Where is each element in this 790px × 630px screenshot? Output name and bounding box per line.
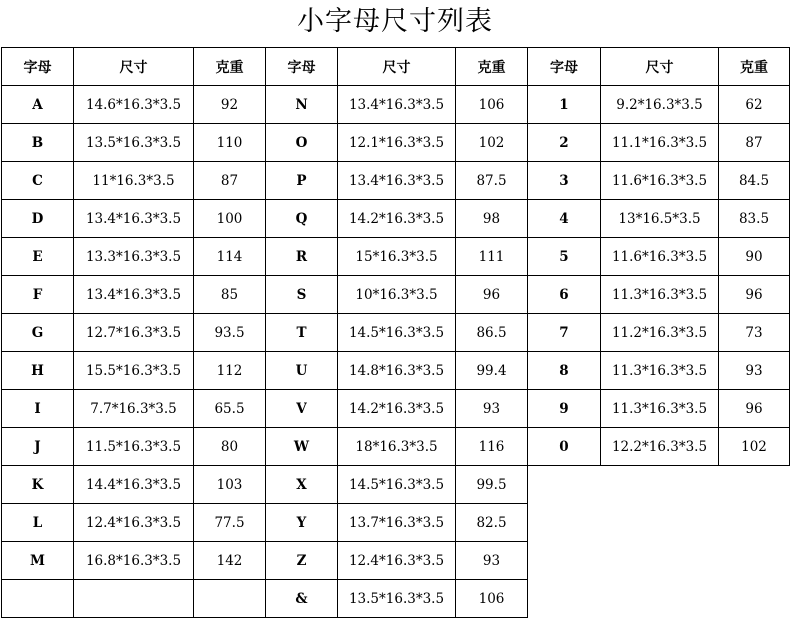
character-cell: O <box>266 124 338 162</box>
size-cell: 16.8*16.3*3.5 <box>74 542 194 580</box>
character-cell: J <box>2 428 74 466</box>
weight-cell: 83.5 <box>719 200 790 238</box>
blank-area <box>601 542 719 580</box>
size-cell: 15.5*16.3*3.5 <box>74 352 194 390</box>
weight-cell: 73 <box>719 314 790 352</box>
character-cell: Y <box>266 504 338 542</box>
character-cell: 0 <box>528 428 601 466</box>
character-cell: G <box>2 314 74 352</box>
table-row <box>2 428 790 466</box>
size-cell: 11.5*16.3*3.5 <box>74 428 194 466</box>
size-cell: 11.6*16.3*3.5 <box>601 238 719 276</box>
table-row <box>2 86 790 124</box>
size-cell: 12.4*16.3*3.5 <box>74 504 194 542</box>
size-cell: 7.7*16.3*3.5 <box>74 390 194 428</box>
blank-area <box>528 504 601 542</box>
weight-cell: 84.5 <box>719 162 790 200</box>
character-cell: 5 <box>528 238 601 276</box>
character-cell: B <box>2 124 74 162</box>
table-row <box>2 162 790 200</box>
size-cell: 12.2*16.3*3.5 <box>601 428 719 466</box>
size-cell: 13.5*16.3*3.5 <box>74 124 194 162</box>
weight-cell: 86.5 <box>456 314 528 352</box>
table-row <box>2 390 790 428</box>
character-cell: Z <box>266 542 338 580</box>
weight-cell: 92 <box>194 86 266 124</box>
weight-cell: 111 <box>456 238 528 276</box>
weight-cell: 90 <box>719 238 790 276</box>
character-cell: D <box>2 200 74 238</box>
character-cell: S <box>266 276 338 314</box>
size-cell: 14.2*16.3*3.5 <box>338 390 456 428</box>
weight-cell: 87 <box>194 162 266 200</box>
weight-cell: 106 <box>456 86 528 124</box>
size-cell: 13.4*16.3*3.5 <box>74 200 194 238</box>
table-row <box>2 466 790 504</box>
weight-cell: 87 <box>719 124 790 162</box>
header-row <box>2 48 790 86</box>
blank-area <box>719 542 790 580</box>
size-cell: 11.3*16.3*3.5 <box>601 276 719 314</box>
column-header: 字母 <box>266 48 338 86</box>
weight-cell: 96 <box>719 390 790 428</box>
empty-cell <box>74 580 194 618</box>
size-cell: 12.4*16.3*3.5 <box>338 542 456 580</box>
blank-area <box>528 542 601 580</box>
column-header: 尺寸 <box>74 48 194 86</box>
size-cell: 13*16.5*3.5 <box>601 200 719 238</box>
size-cell: 14.5*16.3*3.5 <box>338 314 456 352</box>
size-cell: 13.4*16.3*3.5 <box>338 162 456 200</box>
size-cell: 13.4*16.3*3.5 <box>74 276 194 314</box>
character-cell: K <box>2 466 74 504</box>
weight-cell: 98 <box>456 200 528 238</box>
size-cell: 13.5*16.3*3.5 <box>338 580 456 618</box>
weight-cell: 77.5 <box>194 504 266 542</box>
size-cell: 10*16.3*3.5 <box>338 276 456 314</box>
size-table-body <box>2 48 790 618</box>
table-row <box>2 542 790 580</box>
blank-area <box>719 580 790 618</box>
weight-cell: 85 <box>194 276 266 314</box>
table-row <box>2 200 790 238</box>
size-cell: 15*16.3*3.5 <box>338 238 456 276</box>
size-cell: 14.4*16.3*3.5 <box>74 466 194 504</box>
character-cell: N <box>266 86 338 124</box>
weight-cell: 112 <box>194 352 266 390</box>
size-cell: 11.1*16.3*3.5 <box>601 124 719 162</box>
character-cell: C <box>2 162 74 200</box>
character-cell: E <box>2 238 74 276</box>
size-cell: 13.4*16.3*3.5 <box>338 86 456 124</box>
table-row <box>2 276 790 314</box>
weight-cell: 103 <box>194 466 266 504</box>
size-cell: 14.6*16.3*3.5 <box>74 86 194 124</box>
character-cell: L <box>2 504 74 542</box>
weight-cell: 93 <box>456 390 528 428</box>
weight-cell: 93 <box>719 352 790 390</box>
character-cell: A <box>2 86 74 124</box>
column-header: 克重 <box>194 48 266 86</box>
size-cell: 11.3*16.3*3.5 <box>601 390 719 428</box>
blank-area <box>601 580 719 618</box>
blank-area <box>601 504 719 542</box>
character-cell: T <box>266 314 338 352</box>
character-cell: X <box>266 466 338 504</box>
character-cell: I <box>2 390 74 428</box>
table-row <box>2 504 790 542</box>
weight-cell: 106 <box>456 580 528 618</box>
weight-cell: 96 <box>719 276 790 314</box>
weight-cell: 110 <box>194 124 266 162</box>
character-cell: 2 <box>528 124 601 162</box>
empty-cell <box>194 580 266 618</box>
character-cell: 8 <box>528 352 601 390</box>
weight-cell: 102 <box>719 428 790 466</box>
size-cell: 14.8*16.3*3.5 <box>338 352 456 390</box>
character-cell: 9 <box>528 390 601 428</box>
blank-area <box>528 580 601 618</box>
column-header: 字母 <box>2 48 74 86</box>
weight-cell: 100 <box>194 200 266 238</box>
blank-area <box>528 466 601 504</box>
weight-cell: 93 <box>456 542 528 580</box>
character-cell: 1 <box>528 86 601 124</box>
size-cell: 14.5*16.3*3.5 <box>338 466 456 504</box>
table-row <box>2 352 790 390</box>
size-cell: 18*16.3*3.5 <box>338 428 456 466</box>
size-cell: 12.1*16.3*3.5 <box>338 124 456 162</box>
weight-cell: 114 <box>194 238 266 276</box>
character-cell: & <box>266 580 338 618</box>
weight-cell: 102 <box>456 124 528 162</box>
column-header: 尺寸 <box>601 48 719 86</box>
weight-cell: 142 <box>194 542 266 580</box>
table-row <box>2 238 790 276</box>
character-cell: 3 <box>528 162 601 200</box>
size-cell: 11.2*16.3*3.5 <box>601 314 719 352</box>
character-cell: Q <box>266 200 338 238</box>
weight-cell: 96 <box>456 276 528 314</box>
empty-cell <box>2 580 74 618</box>
table-row <box>2 124 790 162</box>
size-cell: 9.2*16.3*3.5 <box>601 86 719 124</box>
character-cell: M <box>2 542 74 580</box>
column-header: 克重 <box>456 48 528 86</box>
blank-area <box>719 466 790 504</box>
character-cell: U <box>266 352 338 390</box>
weight-cell: 99.4 <box>456 352 528 390</box>
weight-cell: 99.5 <box>456 466 528 504</box>
character-cell: V <box>266 390 338 428</box>
character-cell: W <box>266 428 338 466</box>
column-header: 尺寸 <box>338 48 456 86</box>
size-cell: 11.3*16.3*3.5 <box>601 352 719 390</box>
size-cell: 11.6*16.3*3.5 <box>601 162 719 200</box>
weight-cell: 82.5 <box>456 504 528 542</box>
weight-cell: 62 <box>719 86 790 124</box>
size-table <box>1 47 790 618</box>
character-cell: H <box>2 352 74 390</box>
table-row <box>2 314 790 352</box>
size-cell: 13.3*16.3*3.5 <box>74 238 194 276</box>
size-cell: 11*16.3*3.5 <box>74 162 194 200</box>
size-cell: 14.2*16.3*3.5 <box>338 200 456 238</box>
blank-area <box>601 466 719 504</box>
character-cell: F <box>2 276 74 314</box>
weight-cell: 116 <box>456 428 528 466</box>
weight-cell: 65.5 <box>194 390 266 428</box>
weight-cell: 80 <box>194 428 266 466</box>
column-header: 字母 <box>528 48 601 86</box>
column-header: 克重 <box>719 48 790 86</box>
size-cell: 12.7*16.3*3.5 <box>74 314 194 352</box>
page-title: 小字母尺寸列表 <box>297 6 493 37</box>
weight-cell: 93.5 <box>194 314 266 352</box>
weight-cell: 87.5 <box>456 162 528 200</box>
character-cell: 6 <box>528 276 601 314</box>
character-cell: R <box>266 238 338 276</box>
table-row <box>2 580 790 618</box>
size-cell: 13.7*16.3*3.5 <box>338 504 456 542</box>
character-cell: 4 <box>528 200 601 238</box>
character-cell: P <box>266 162 338 200</box>
character-cell: 7 <box>528 314 601 352</box>
blank-area <box>719 504 790 542</box>
